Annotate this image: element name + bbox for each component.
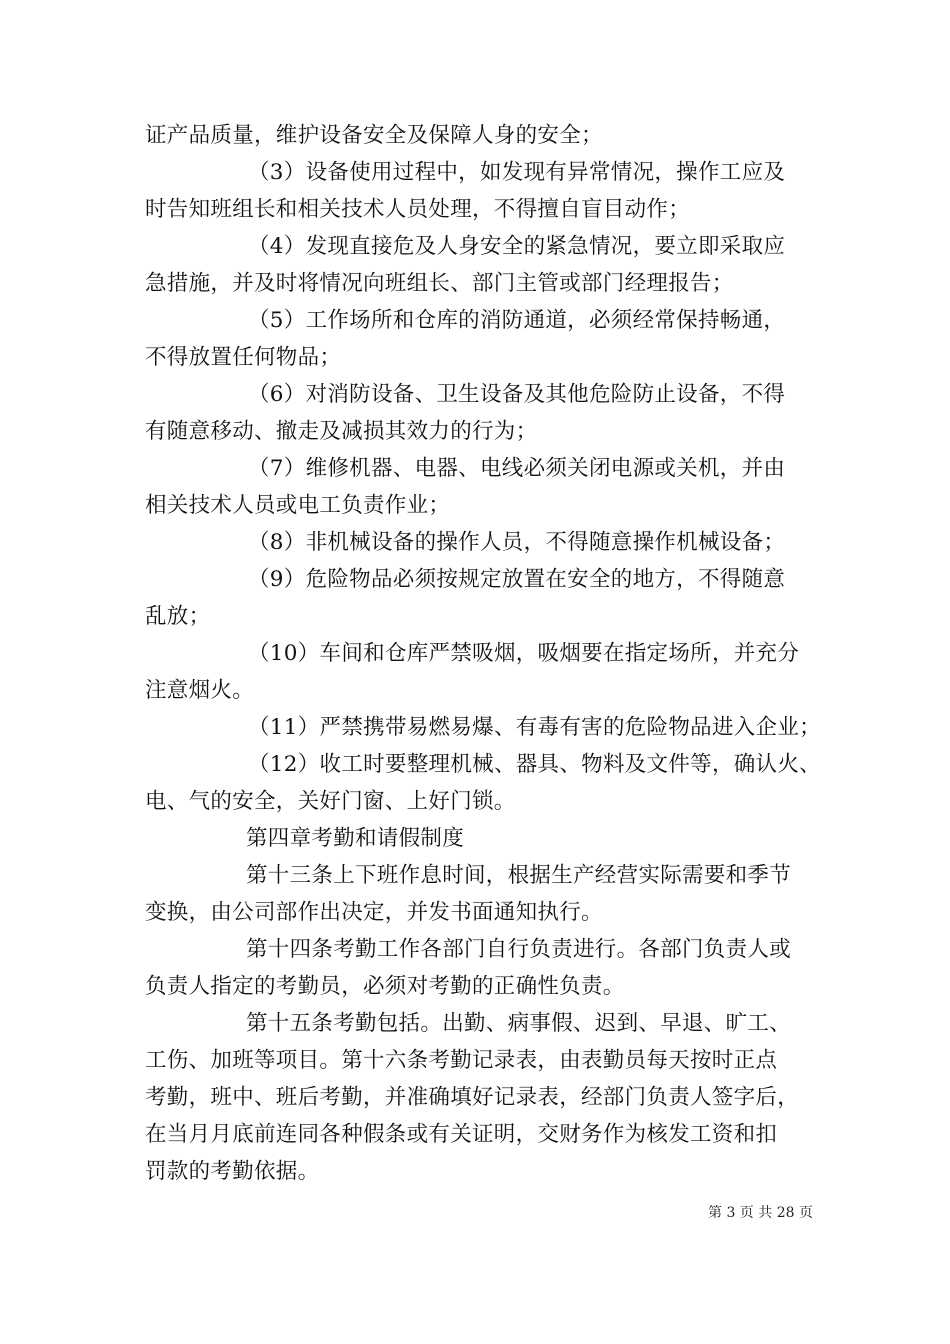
text-line: 乱放；	[145, 604, 211, 629]
text-line: 证产品质量，维护设备安全及保障人身的安全；	[145, 123, 603, 148]
text-line: （11）严禁携带易燃易爆、有毒有害的危险物品进入企业；	[248, 715, 821, 740]
text-line: （7）维修机器、电器、电线必须关闭电源或关机，并由	[248, 456, 786, 481]
text-line: 工伤、加班等项目。第十六条考勤记录表，由表勤员每天按时正点	[145, 1048, 778, 1073]
chapter-heading: 第四章考勤和请假制度	[246, 826, 465, 851]
text-line: 不得放置任何物品；	[145, 345, 342, 370]
text-line: （4）发现直接危及人身安全的紧急情况，要立即采取应	[248, 234, 786, 259]
text-line: （8）非机械设备的操作人员，不得随意操作机械设备；	[248, 530, 786, 555]
text-line: 急措施，并及时将情况向班组长、部门主管或部门经理报告；	[145, 271, 734, 296]
text-line: 第十三条上下班作息时间，根据生产经营实际需要和季节	[246, 863, 792, 888]
text-line: （6）对消防设备、卫生设备及其他危险防止设备，不得	[248, 382, 786, 407]
text-line: 第十五条考勤包括。出勤、病事假、迟到、早退、旷工、	[246, 1011, 792, 1036]
text-line: 变换，由公司部作出决定，并发书面通知执行。	[145, 900, 603, 925]
text-line: 考勤，班中、班后考勤，并准确填好记录表，经部门负责人签字后，	[145, 1085, 800, 1110]
text-line: 注意烟火。	[145, 678, 255, 703]
text-line: 负责人指定的考勤员，必须对考勤的正确性负责。	[145, 974, 625, 999]
text-line: （5）工作场所和仓库的消防通道，必须经常保持畅通，	[248, 308, 786, 333]
text-line: 相关技术人员或电工负责作业；	[145, 493, 451, 518]
text-line: （10）车间和仓库严禁吸烟，吸烟要在指定场所，并充分	[248, 641, 800, 666]
text-line: 在当月月底前连同各种假条或有关证明，交财务作为核发工资和扣	[145, 1122, 778, 1147]
text-line: 第十四条考勤工作各部门自行负责进行。各部门负责人或	[246, 937, 792, 962]
page-number: 第 3 页 共 28 页	[708, 1205, 813, 1221]
text-line: （9）危险物品必须按规定放置在安全的地方，不得随意	[248, 567, 786, 592]
text-line: （12）收工时要整理机械、器具、物料及文件等，确认火、	[248, 752, 821, 777]
text-line: 有随意移动、撤走及减损其效力的行为；	[145, 419, 538, 444]
text-line: 时告知班组长和相关技术人员处理，不得擅自盲目动作；	[145, 197, 691, 222]
text-line: 罚款的考勤依据。	[145, 1159, 320, 1184]
text-line: （3）设备使用过程中，如发现有异常情况，操作工应及	[248, 160, 786, 185]
text-line: 电、气的安全，关好门窗、上好门锁。	[145, 789, 516, 814]
